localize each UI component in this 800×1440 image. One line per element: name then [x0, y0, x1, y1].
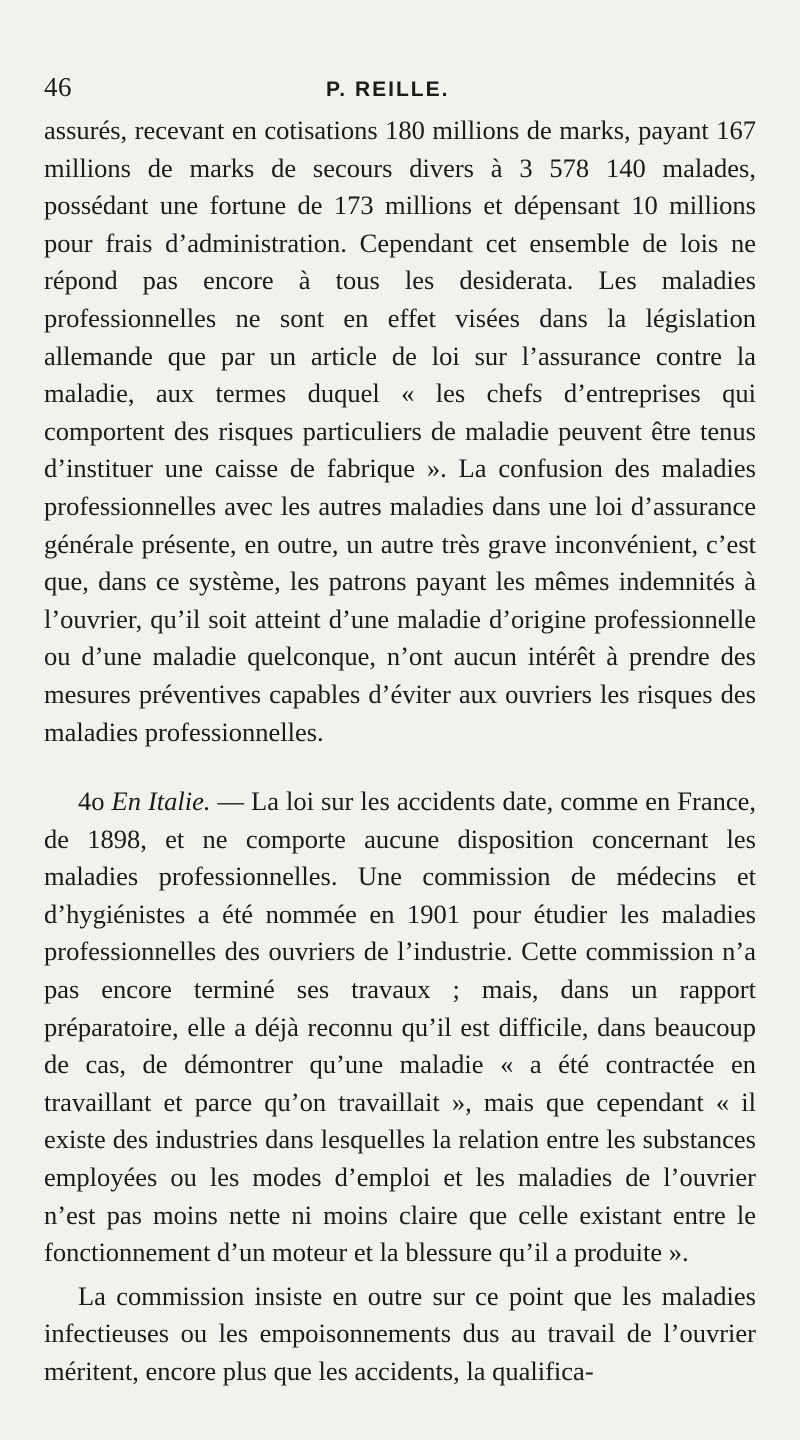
- section-number: 4o: [78, 786, 105, 817]
- section-italy-text: La loi sur les accidents date, comme en France, de 1898, et ne comporte aucune disposition concernant les maladies professionnelles. Une commission de médecins et d’hygiénistes a été nommée en 1901 pour étudier les maladies professionnelles des ouvriers de l’industrie. Cette commission n’a pas encore terminé ses travaux ; mais, dans un rapport préparatoire, elle a déjà reconnu qu’il est difficile, dans beaucoup de cas, de démontrer qu’une maladie « a été contractée en travaillant et parce qu’on travaillait », mais que cependant « il existe des industries dans lesquelles la relation entre les substances employées ou les modes d’emploi et les maladies de l’ouvrier n’est pas moins nette ni moins claire que celle existant entre le fonctionnement d’un moteur et la blessure qu’il a produite ».: [44, 786, 756, 1268]
- running-head: P. REILLE.: [326, 78, 450, 101]
- paragraph-commission: La commission insiste en outre sur ce point que les maladies infectieuses ou les empoisonnements dus au travail de l’ouvrier méritent, encore plus que les accidents, la qualifica-: [44, 1280, 756, 1386]
- paragraph-italy: [44, 783, 756, 1272]
- section-dash: —: [210, 786, 252, 817]
- section-country: En Italie.: [111, 786, 211, 817]
- section-spacer: [44, 751, 756, 783]
- page-number: 46: [44, 72, 72, 102]
- paragraph-germany: assurés, recevant en cotisations 180 millions de marks, payant 167 millions de marks de secours divers à 3 578 140 malades, possédant une fortune de 173 millions et dépensant 10 millions pour frais d’administration. Cependant cet ensemble de lois ne répond pas encore à tous les desiderata. Les maladies professionnelles ne sont en effet visées dans la législation allemande que par un article de loi sur l’assurance contre la maladie, aux termes duquel « les chefs d’entreprises qui comportent des risques particuliers de maladie peuvent être tenus d’instituer une caisse de fabrique ». La confusion des maladies professionnelles avec les autres maladies dans une loi d’assurance générale présente, en outre, un autre très grave inconvénient, c’est que, dans ce système, les patrons payant les mêmes indemnités à l’ouvrier, qu’il soit atteint d’une maladie d’origine professionnelle ou d’une maladie quelconque, n’ont aucun intérêt à prendre des mesures préventives capables d’éviter aux ouvriers les risques des maladies professionnelles.: [44, 115, 756, 747]
- page-header: [44, 72, 756, 112]
